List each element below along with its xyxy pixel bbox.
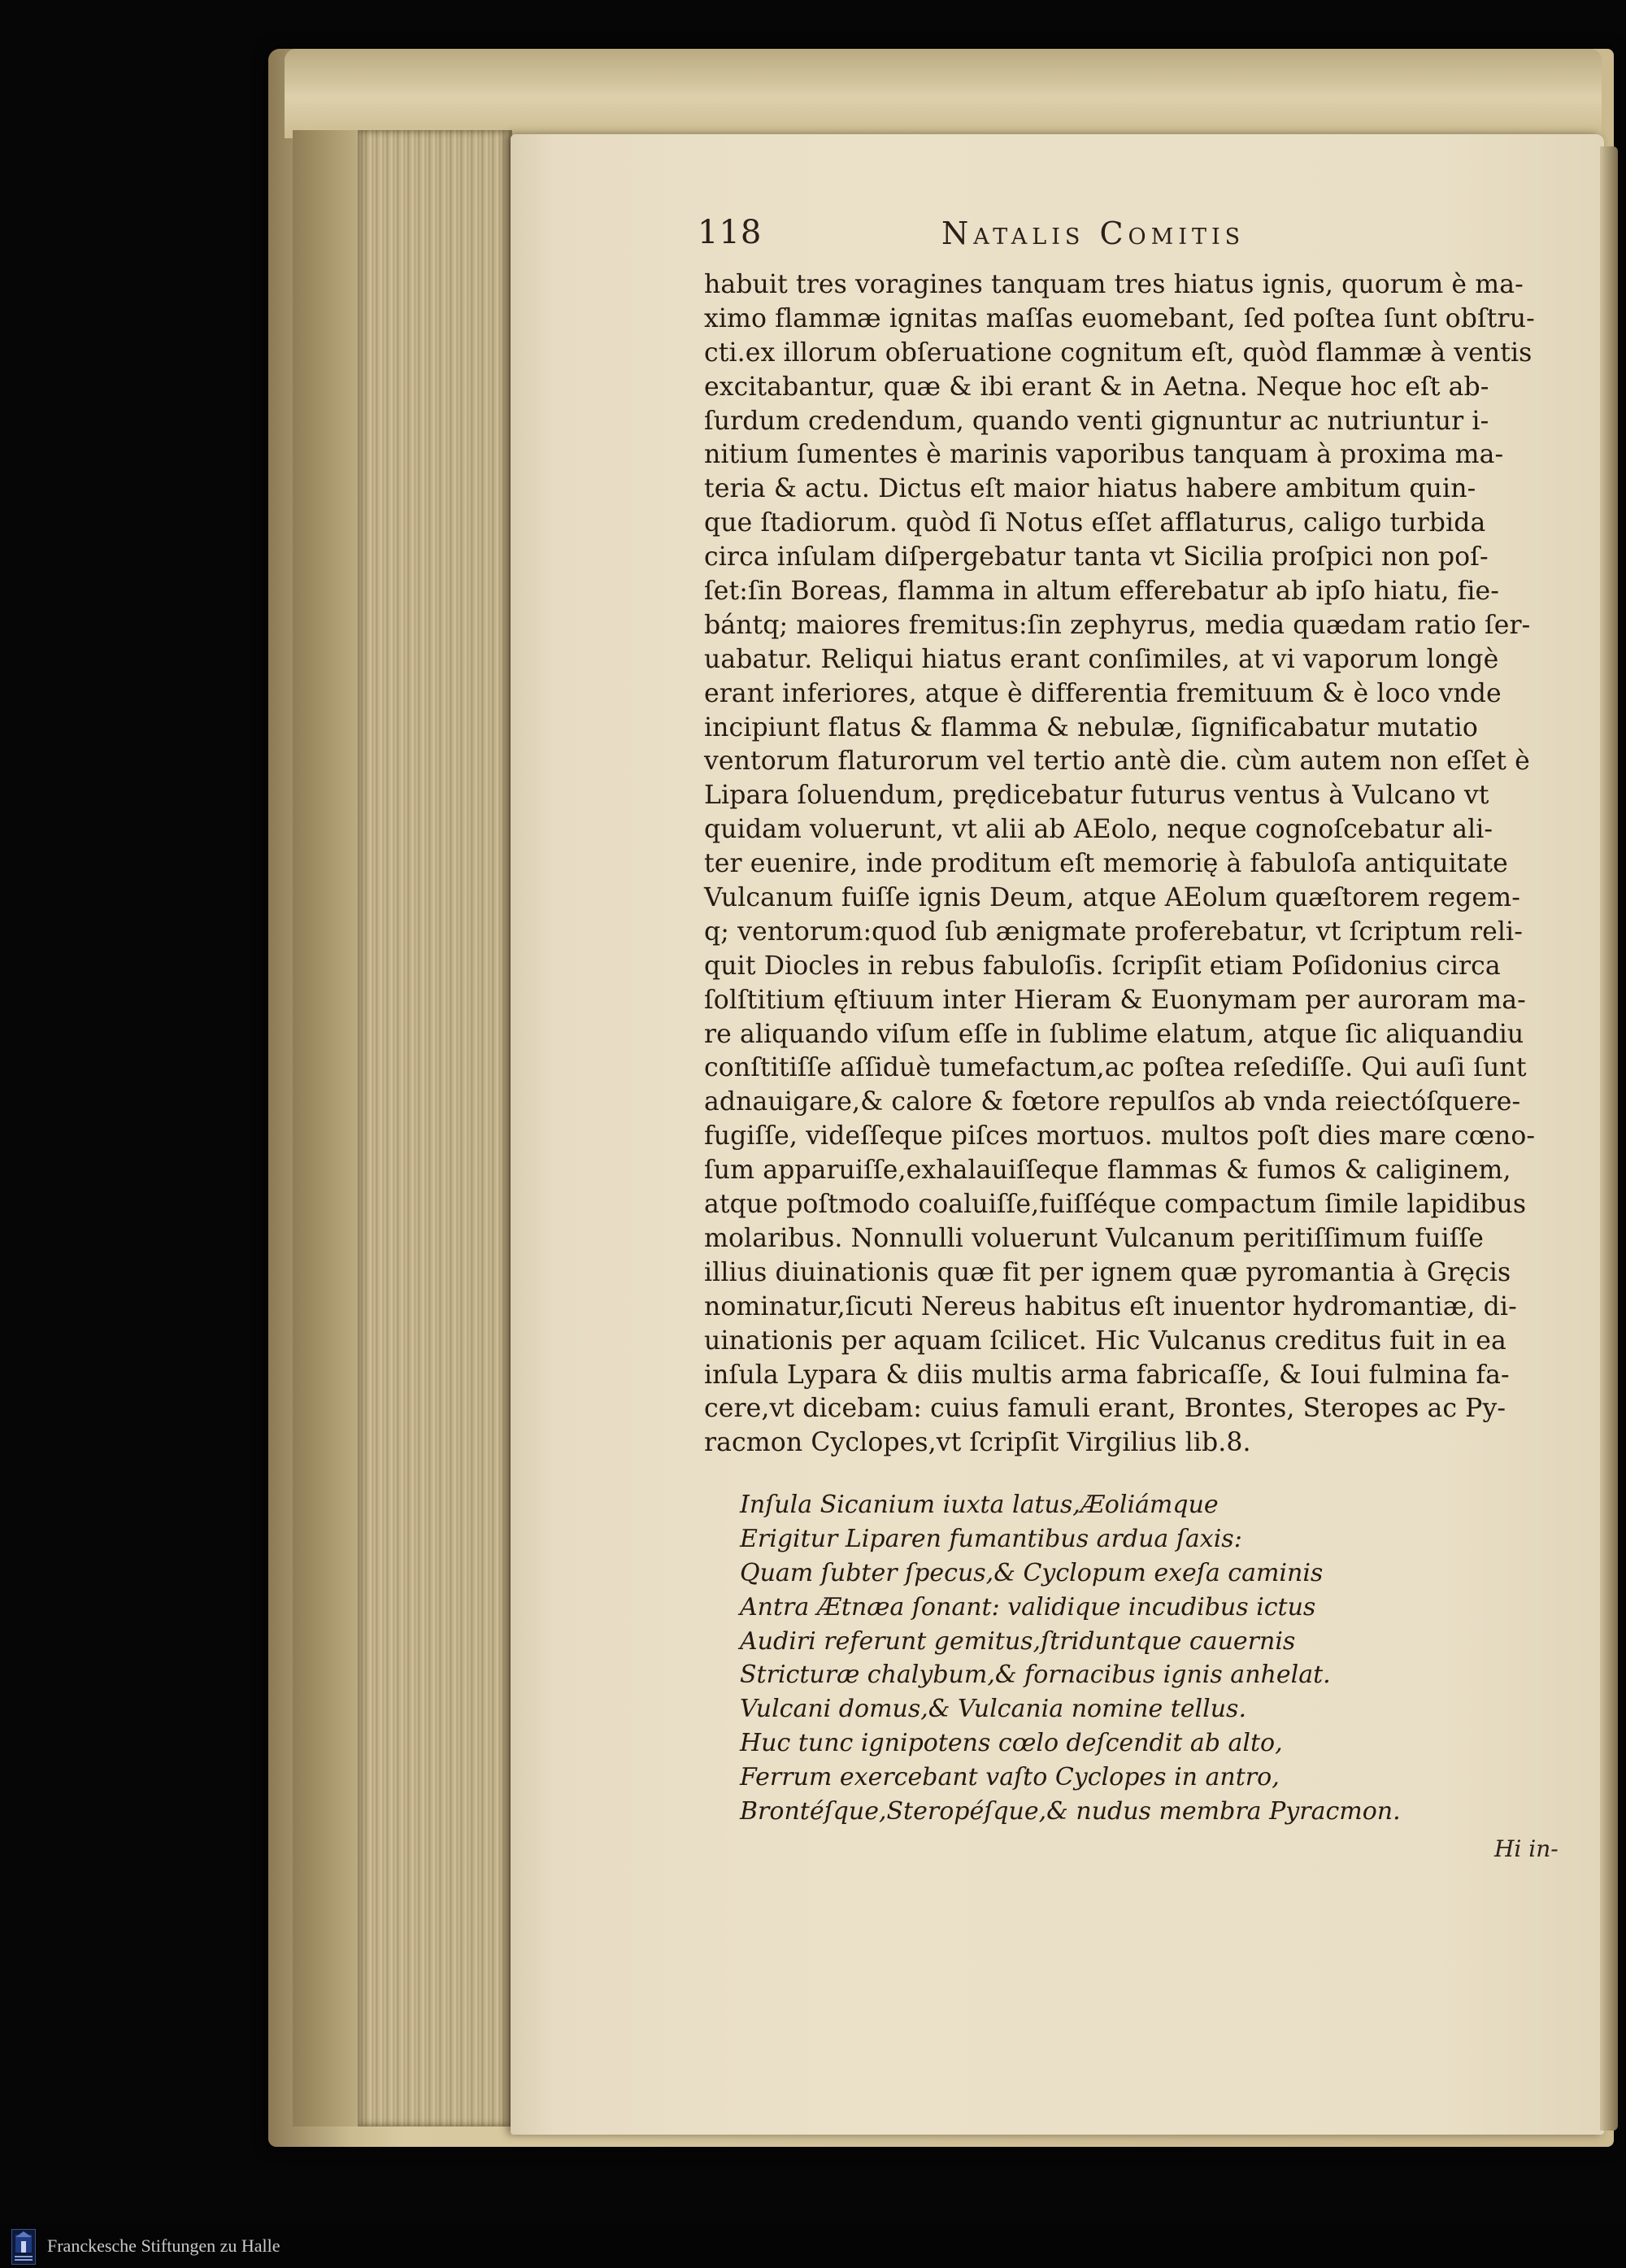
running-title: Natalis Comitis <box>941 215 1246 251</box>
body-line: nominatur,ſicuti Nereus habitus eſt inuentor hydromantiæ, di- <box>704 1291 1517 1321</box>
body-line: excitabantur, quæ & ibi erant & in Aetna. Neque hoc eſt ab- <box>704 372 1489 402</box>
body-line: inſula Lypara & diis multis arma fabricaſſe, & Ioui fulmina fa- <box>704 1360 1510 1390</box>
body-line: ſolſtitium ęſtiuum inter Hieram & Euonymam per auroram ma- <box>704 985 1526 1015</box>
body-line: cti.ex illorum obſeruatione cognitum eſt, quòd flammæ à ventis <box>704 337 1533 368</box>
body-line: uabatur. Reliqui hiatus erant conſimiles, at vi vaporum longè <box>704 644 1499 674</box>
body-line: ventorum flaturorum vel tertio antè die. cùm autem non eſſet è <box>704 747 1530 777</box>
body-line: adnauigare,& calore & fœtore repulſos ab vnda reiectóſquere- <box>704 1087 1521 1117</box>
body-line: erant inferiores, atque è differentia fremituum & è loco vnde <box>704 678 1502 708</box>
page-number: 118 <box>698 214 763 251</box>
body-line: quit Diocles in rebus fabuloſis. ſcripſit etiam Poſidonius circa <box>704 951 1501 981</box>
body-line: ſum apparuiſſe,exhalauiſſeque flammas & fumos & caliginem, <box>704 1156 1511 1186</box>
running-head <box>698 214 1348 263</box>
body-line: uinationis per aquam ſcilicet. Hic Vulcanus creditus fuit in ea <box>704 1326 1506 1356</box>
body-text <box>704 268 1578 1460</box>
page-right-edge <box>1600 146 1618 2131</box>
body-line: molaribus. Nonnulli voluerunt Vulcanum peritiſſimum fuiſſe <box>704 1223 1485 1253</box>
body-line: atque poſtmodo coaluiſſe,fuiſſéque compactum ſimile lapidibus <box>704 1190 1527 1220</box>
body-line: ſurdum credendum, quando venti gignuntur ac nutriuntur i- <box>704 406 1489 436</box>
catchword: Hi in- <box>1494 1835 1559 1862</box>
verse-line: Stricturæ chalybum,& fornacibus ignis anhelat. <box>740 1661 1331 1690</box>
body-line: q; ventorum:quod ſub ænigmate proferebatur, vt ſcriptum reli- <box>704 916 1523 947</box>
body-line: ter euenire, inde proditum eſt memorię à fabuloſa antiquitate <box>704 849 1508 879</box>
verse-line: Huc tunc ignipotens cœlo deſcendit ab alto, <box>740 1729 1283 1758</box>
body-line: cere,vt dicebam: cuius famuli erant, Brontes, Steropes ac Py- <box>704 1394 1506 1424</box>
verse-line: Audiri referunt gemitus,ſtriduntque cauernis <box>740 1626 1296 1656</box>
body-line: ximo flammæ ignitas maſſas euomebant, ſed poſtea ſunt obſtru- <box>704 303 1535 333</box>
body-line: fugiſſe, videſſeque piſces mortuos. multos poſt dies mare cœno- <box>704 1121 1536 1151</box>
verse-line: Brontéſque,Steropéſque,& nudus membra Pyracmon. <box>740 1797 1401 1826</box>
footer-institution-label: Franckesche Stiftungen zu Halle <box>47 2235 280 2256</box>
verse-line: Antra Ætnæa ſonant: validique incudibus ictus <box>740 1592 1316 1622</box>
body-line: illius diuinationis quæ fit per ignem quæ pyromantia à Gręcis <box>704 1257 1511 1287</box>
body-line: racmon Cyclopes,vt ſcripſit Virgilius lib.8. <box>704 1428 1251 1458</box>
verse-line: Inſula Sicanium iuxta latus,Æoliámque <box>740 1491 1219 1519</box>
body-line: incipiunt flatus & flamma & nebulæ, ſignificabatur mutatio <box>704 712 1478 742</box>
verse-line: Erigitur Liparen fumantibus ardua ſaxis: <box>740 1524 1242 1553</box>
body-line: que ſtadiorum. quòd ſi Notus eſſet afflaturus, caligo turbida <box>704 508 1486 538</box>
body-line: habuit tres voragines tanquam tres hiatus ignis, quorum è ma- <box>704 270 1524 299</box>
franckesche-stiftungen-logo-icon <box>11 2229 36 2265</box>
verse-quotation <box>740 1488 1569 1829</box>
verse-line: Quam ſubter ſpecus,& Cyclopum exeſa caminis <box>740 1558 1324 1587</box>
binding-spine-shadow <box>293 130 358 2127</box>
body-line: conſtitiſſe aſſiduè tumefactum,ac poſtea reſediſſe. Qui auſi ſunt <box>704 1053 1527 1083</box>
page-fore-edges <box>358 130 512 2127</box>
body-line: nitium ſumentes è marinis vaporibus tanquam à proxima ma- <box>704 440 1504 470</box>
body-line: ſet:ſin Boreas, flamma in altum efferebatur ab ipſo hiatu, fie- <box>704 577 1500 607</box>
body-line: bántq; maiores fremitus:ſin zephyrus, media quædam ratio ſer- <box>704 610 1531 640</box>
body-line: teria & actu. Dictus eſt maior hiatus habere ambitum quin- <box>704 474 1476 504</box>
body-line: Vulcanum fuiſſe ignis Deum, atque AEolum quæſtorem regem- <box>704 883 1520 913</box>
verse-line: Vulcani domus,& Vulcania nomine tellus. <box>740 1695 1246 1724</box>
footer-bar <box>0 2224 1626 2268</box>
body-line: quidam voluerunt, vt alii ab AEolo, neque cognoſcebatur ali- <box>704 815 1493 845</box>
body-line: circa inſulam diſpergebatur tanta vt Sicilia proſpici non poſ- <box>704 542 1489 572</box>
body-line: Lipara ſoluendum, prędicebatur futurus ventus à Vulcano vt <box>704 781 1489 811</box>
verse-line: Ferrum exercebant vaſto Cyclopes in antro, <box>740 1763 1280 1792</box>
body-line: re aliquando viſum eſſe in ſublime elatum, atque ſic aliquandiu <box>704 1019 1524 1049</box>
binding-top-edge <box>285 49 1602 138</box>
